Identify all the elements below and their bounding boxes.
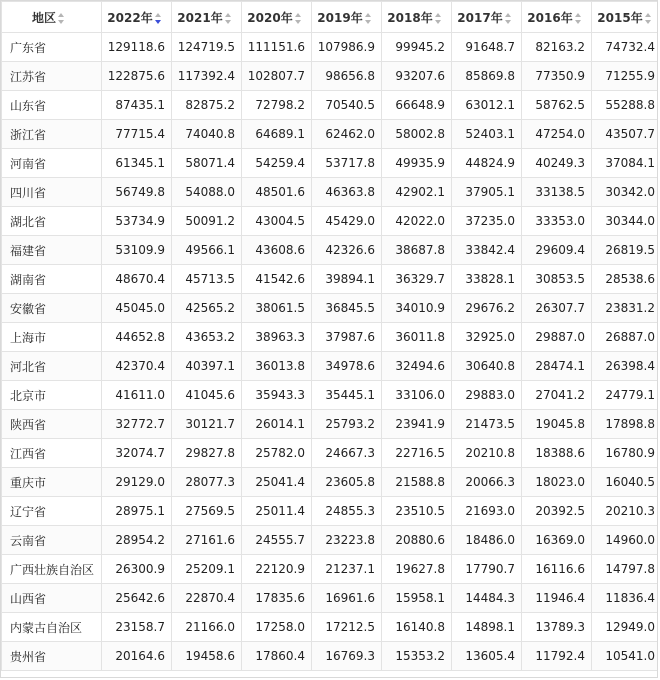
region-cell: 辽宁省 <box>2 497 102 526</box>
gdp-value-cell: 30121.7 <box>172 410 242 439</box>
gdp-value-cell: 30640.8 <box>452 352 522 381</box>
column-header-year[interactable] <box>452 2 522 33</box>
gdp-value-cell: 23941.9 <box>382 410 452 439</box>
region-cell: 广东省 <box>2 33 102 62</box>
gdp-value-cell: 98656.8 <box>312 62 382 91</box>
gdp-value-cell: 49935.9 <box>382 149 452 178</box>
gdp-value-cell: 36329.7 <box>382 265 452 294</box>
region-cell: 上海市 <box>2 323 102 352</box>
sort-arrows-icon[interactable] <box>155 13 162 24</box>
gdp-value-cell: 38963.3 <box>242 323 312 352</box>
gdp-value-cell: 20210.8 <box>452 439 522 468</box>
gdp-value-cell: 70540.5 <box>312 91 382 120</box>
gdp-value-cell: 117392.4 <box>172 62 242 91</box>
gdp-value-cell: 19627.8 <box>382 555 452 584</box>
gdp-value-cell: 16780.9 <box>592 439 659 468</box>
gdp-value-cell: 35445.1 <box>312 381 382 410</box>
gdp-value-cell: 27041.2 <box>522 381 592 410</box>
gdp-value-cell: 33842.4 <box>452 236 522 265</box>
region-cell: 安徽省 <box>2 294 102 323</box>
gdp-value-cell: 124719.5 <box>172 33 242 62</box>
gdp-value-cell: 102807.7 <box>242 62 312 91</box>
gdp-value-cell: 77350.9 <box>522 62 592 91</box>
sort-arrows-icon[interactable] <box>58 13 65 24</box>
sort-arrows-icon[interactable] <box>225 13 232 24</box>
sort-arrows-icon[interactable] <box>365 13 372 24</box>
gdp-value-cell: 17258.0 <box>242 613 312 642</box>
gdp-value-cell: 15353.2 <box>382 642 452 671</box>
region-cell: 山西省 <box>2 584 102 613</box>
gdp-value-cell: 93207.6 <box>382 62 452 91</box>
gdp-value-cell: 55288.8 <box>592 91 659 120</box>
column-header-label: 2017年 <box>457 10 503 25</box>
gdp-value-cell: 45429.0 <box>312 207 382 236</box>
gdp-value-cell: 48501.6 <box>242 178 312 207</box>
gdp-value-cell: 34010.9 <box>382 294 452 323</box>
gdp-value-cell: 25209.1 <box>172 555 242 584</box>
gdp-value-cell: 48670.4 <box>102 265 172 294</box>
gdp-value-cell: 28975.1 <box>102 497 172 526</box>
table-header-row <box>2 2 659 33</box>
gdp-value-cell: 42022.0 <box>382 207 452 236</box>
gdp-value-cell: 46363.8 <box>312 178 382 207</box>
column-header-label: 2015年 <box>597 10 643 25</box>
region-cell: 北京市 <box>2 381 102 410</box>
gdp-value-cell: 21237.1 <box>312 555 382 584</box>
region-cell: 湖北省 <box>2 207 102 236</box>
gdp-value-cell: 122875.6 <box>102 62 172 91</box>
region-cell: 四川省 <box>2 178 102 207</box>
gdp-value-cell: 32074.7 <box>102 439 172 468</box>
gdp-value-cell: 41045.6 <box>172 381 242 410</box>
gdp-value-cell: 26014.1 <box>242 410 312 439</box>
gdp-value-cell: 82875.2 <box>172 91 242 120</box>
gdp-value-cell: 14898.1 <box>452 613 522 642</box>
gdp-value-cell: 37987.6 <box>312 323 382 352</box>
gdp-value-cell: 14797.8 <box>592 555 659 584</box>
gdp-value-cell: 22870.4 <box>172 584 242 613</box>
gdp-value-cell: 54259.4 <box>242 149 312 178</box>
gdp-value-cell: 25782.0 <box>242 439 312 468</box>
gdp-value-cell: 23605.8 <box>312 468 382 497</box>
gdp-value-cell: 27161.6 <box>172 526 242 555</box>
region-cell: 河南省 <box>2 149 102 178</box>
gdp-value-cell: 72798.2 <box>242 91 312 120</box>
gdp-value-cell: 29883.0 <box>452 381 522 410</box>
gdp-value-cell: 17790.7 <box>452 555 522 584</box>
gdp-value-cell: 74732.4 <box>592 33 659 62</box>
gdp-value-cell: 11792.4 <box>522 642 592 671</box>
table-row <box>2 555 659 584</box>
region-cell: 浙江省 <box>2 120 102 149</box>
table-row <box>2 381 659 410</box>
gdp-value-cell: 53734.9 <box>102 207 172 236</box>
region-cell: 江苏省 <box>2 62 102 91</box>
region-cell: 云南省 <box>2 526 102 555</box>
gdp-value-cell: 20210.3 <box>592 497 659 526</box>
gdp-value-cell: 36011.8 <box>382 323 452 352</box>
gdp-value-cell: 30344.0 <box>592 207 659 236</box>
gdp-value-cell: 33828.1 <box>452 265 522 294</box>
region-cell: 贵州省 <box>2 642 102 671</box>
gdp-value-cell: 47254.0 <box>522 120 592 149</box>
table-row <box>2 207 659 236</box>
gdp-value-cell: 91648.7 <box>452 33 522 62</box>
gdp-value-cell: 13605.4 <box>452 642 522 671</box>
column-header-year[interactable] <box>592 2 659 33</box>
gdp-value-cell: 77715.4 <box>102 120 172 149</box>
gdp-value-cell: 87435.1 <box>102 91 172 120</box>
gdp-value-cell: 40397.1 <box>172 352 242 381</box>
gdp-value-cell: 20066.3 <box>452 468 522 497</box>
gdp-value-cell: 16040.5 <box>592 468 659 497</box>
column-header-year[interactable] <box>522 2 592 33</box>
gdp-value-cell: 85869.8 <box>452 62 522 91</box>
gdp-value-cell: 62462.0 <box>312 120 382 149</box>
gdp-value-cell: 38061.5 <box>242 294 312 323</box>
gdp-value-cell: 29827.8 <box>172 439 242 468</box>
gdp-value-cell: 11836.4 <box>592 584 659 613</box>
gdp-value-cell: 43507.7 <box>592 120 659 149</box>
gdp-value-cell: 35943.3 <box>242 381 312 410</box>
gdp-value-cell: 58762.5 <box>522 91 592 120</box>
gdp-value-cell: 32772.7 <box>102 410 172 439</box>
gdp-value-cell: 25642.6 <box>102 584 172 613</box>
column-header-year[interactable] <box>382 2 452 33</box>
gdp-value-cell: 26300.9 <box>102 555 172 584</box>
gdp-value-cell: 53717.8 <box>312 149 382 178</box>
sort-arrows-icon[interactable] <box>645 13 652 24</box>
gdp-value-cell: 33138.5 <box>522 178 592 207</box>
gdp-value-cell: 17212.5 <box>312 613 382 642</box>
gdp-value-cell: 36013.8 <box>242 352 312 381</box>
gdp-value-cell: 37235.0 <box>452 207 522 236</box>
gdp-value-cell: 32494.6 <box>382 352 452 381</box>
gdp-value-cell: 16769.3 <box>312 642 382 671</box>
column-header-year[interactable] <box>172 2 242 33</box>
gdp-value-cell: 42902.1 <box>382 178 452 207</box>
gdp-value-cell: 16369.0 <box>522 526 592 555</box>
gdp-value-cell: 17860.4 <box>242 642 312 671</box>
gdp-value-cell: 26307.7 <box>522 294 592 323</box>
gdp-value-cell: 37905.1 <box>452 178 522 207</box>
gdp-value-cell: 18486.0 <box>452 526 522 555</box>
region-cell: 山东省 <box>2 91 102 120</box>
gdp-value-cell: 22716.5 <box>382 439 452 468</box>
table-row <box>2 33 659 62</box>
table-body <box>2 33 659 671</box>
table-row <box>2 178 659 207</box>
gdp-value-cell: 66648.9 <box>382 91 452 120</box>
gdp-value-cell: 29676.2 <box>452 294 522 323</box>
gdp-value-cell: 28538.6 <box>592 265 659 294</box>
gdp-value-cell: 129118.6 <box>102 33 172 62</box>
table-row <box>2 497 659 526</box>
region-cell: 陕西省 <box>2 410 102 439</box>
column-header-label: 2021年 <box>177 10 223 25</box>
gdp-value-cell: 42326.6 <box>312 236 382 265</box>
gdp-value-cell: 13789.3 <box>522 613 592 642</box>
table-row <box>2 149 659 178</box>
gdp-value-cell: 20392.5 <box>522 497 592 526</box>
gdp-value-cell: 23831.2 <box>592 294 659 323</box>
gdp-value-cell: 14960.0 <box>592 526 659 555</box>
gdp-value-cell: 107986.9 <box>312 33 382 62</box>
sort-arrows-icon[interactable] <box>435 13 442 24</box>
gdp-value-cell: 36845.5 <box>312 294 382 323</box>
gdp-value-cell: 32925.0 <box>452 323 522 352</box>
gdp-value-cell: 26887.0 <box>592 323 659 352</box>
table-row <box>2 584 659 613</box>
table-row <box>2 468 659 497</box>
gdp-value-cell: 22120.9 <box>242 555 312 584</box>
gdp-value-cell: 12949.0 <box>592 613 659 642</box>
column-header-label: 2022年 <box>107 10 153 25</box>
gdp-value-cell: 27569.5 <box>172 497 242 526</box>
gdp-value-cell: 74040.8 <box>172 120 242 149</box>
region-cell: 内蒙古自治区 <box>2 613 102 642</box>
gdp-value-cell: 19045.8 <box>522 410 592 439</box>
gdp-value-cell: 61345.1 <box>102 149 172 178</box>
gdp-value-cell: 24855.3 <box>312 497 382 526</box>
column-header-year[interactable] <box>312 2 382 33</box>
gdp-value-cell: 28474.1 <box>522 352 592 381</box>
gdp-value-cell: 33353.0 <box>522 207 592 236</box>
gdp-value-cell: 15958.1 <box>382 584 452 613</box>
region-cell: 广西壮族自治区 <box>2 555 102 584</box>
gdp-value-cell: 58071.4 <box>172 149 242 178</box>
gdp-value-cell: 11946.4 <box>522 584 592 613</box>
table-row <box>2 439 659 468</box>
gdp-value-cell: 44652.8 <box>102 323 172 352</box>
gdp-value-cell: 24667.3 <box>312 439 382 468</box>
region-cell: 江西省 <box>2 439 102 468</box>
column-header-year[interactable] <box>102 2 172 33</box>
gdp-value-cell: 82163.2 <box>522 33 592 62</box>
gdp-value-cell: 45045.0 <box>102 294 172 323</box>
table-row <box>2 294 659 323</box>
gdp-value-cell: 41611.0 <box>102 381 172 410</box>
column-header-region[interactable] <box>2 2 102 33</box>
sort-arrows-icon[interactable] <box>575 13 582 24</box>
gdp-value-cell: 44824.9 <box>452 149 522 178</box>
gdp-value-cell: 56749.8 <box>102 178 172 207</box>
region-cell: 福建省 <box>2 236 102 265</box>
gdp-value-cell: 29609.4 <box>522 236 592 265</box>
gdp-value-cell: 16140.8 <box>382 613 452 642</box>
gdp-value-cell: 24555.7 <box>242 526 312 555</box>
gdp-value-cell: 24779.1 <box>592 381 659 410</box>
table-row <box>2 265 659 294</box>
column-header-label: 2020年 <box>247 10 293 25</box>
gdp-value-cell: 43608.6 <box>242 236 312 265</box>
gdp-value-cell: 20880.6 <box>382 526 452 555</box>
gdp-value-cell: 53109.9 <box>102 236 172 265</box>
gdp-value-cell: 17898.8 <box>592 410 659 439</box>
gdp-value-cell: 23510.5 <box>382 497 452 526</box>
table-row <box>2 91 659 120</box>
gdp-value-cell: 43004.5 <box>242 207 312 236</box>
gdp-value-cell: 25011.4 <box>242 497 312 526</box>
gdp-value-cell: 21588.8 <box>382 468 452 497</box>
gdp-value-cell: 45713.5 <box>172 265 242 294</box>
gdp-value-cell: 111151.6 <box>242 33 312 62</box>
gdp-value-cell: 33106.0 <box>382 381 452 410</box>
sort-arrows-icon[interactable] <box>295 13 302 24</box>
table-row <box>2 323 659 352</box>
gdp-value-cell: 19458.6 <box>172 642 242 671</box>
gdp-value-cell: 37084.1 <box>592 149 659 178</box>
table-row <box>2 613 659 642</box>
gdp-value-cell: 21693.0 <box>452 497 522 526</box>
gdp-value-cell: 52403.1 <box>452 120 522 149</box>
region-cell: 河北省 <box>2 352 102 381</box>
table-row <box>2 236 659 265</box>
column-header-label: 地区 <box>32 10 57 25</box>
gdp-value-cell: 18023.0 <box>522 468 592 497</box>
gdp-value-cell: 50091.2 <box>172 207 242 236</box>
gdp-value-cell: 23158.7 <box>102 613 172 642</box>
table-row <box>2 352 659 381</box>
gdp-value-cell: 42370.4 <box>102 352 172 381</box>
gdp-value-cell: 41542.6 <box>242 265 312 294</box>
column-header-label: 2018年 <box>387 10 433 25</box>
gdp-value-cell: 43653.2 <box>172 323 242 352</box>
gdp-value-cell: 38687.8 <box>382 236 452 265</box>
gdp-value-cell: 63012.1 <box>452 91 522 120</box>
gdp-value-cell: 20164.6 <box>102 642 172 671</box>
gdp-value-cell: 17835.6 <box>242 584 312 613</box>
gdp-value-cell: 30342.0 <box>592 178 659 207</box>
gdp-value-cell: 30853.5 <box>522 265 592 294</box>
region-cell: 湖南省 <box>2 265 102 294</box>
table-row <box>2 62 659 91</box>
gdp-value-cell: 71255.9 <box>592 62 659 91</box>
column-header-label: 2019年 <box>317 10 363 25</box>
gdp-value-cell: 16961.6 <box>312 584 382 613</box>
gdp-value-cell: 34978.6 <box>312 352 382 381</box>
gdp-value-cell: 10541.0 <box>592 642 659 671</box>
gdp-value-cell: 26398.4 <box>592 352 659 381</box>
table-row <box>2 410 659 439</box>
gdp-value-cell: 28077.3 <box>172 468 242 497</box>
table-row <box>2 642 659 671</box>
gdp-value-cell: 58002.8 <box>382 120 452 149</box>
column-header-year[interactable] <box>242 2 312 33</box>
gdp-value-cell: 18388.6 <box>522 439 592 468</box>
table-row <box>2 526 659 555</box>
gdp-value-cell: 99945.2 <box>382 33 452 62</box>
sort-arrows-icon[interactable] <box>505 13 512 24</box>
gdp-value-cell: 14484.3 <box>452 584 522 613</box>
gdp-value-cell: 26819.5 <box>592 236 659 265</box>
region-cell: 重庆市 <box>2 468 102 497</box>
gdp-value-cell: 54088.0 <box>172 178 242 207</box>
gdp-value-cell: 25793.2 <box>312 410 382 439</box>
table-row <box>2 120 659 149</box>
gdp-value-cell: 42565.2 <box>172 294 242 323</box>
gdp-value-cell: 25041.4 <box>242 468 312 497</box>
gdp-value-cell: 39894.1 <box>312 265 382 294</box>
gdp-value-cell: 29887.0 <box>522 323 592 352</box>
gdp-value-cell: 64689.1 <box>242 120 312 149</box>
gdp-value-cell: 21473.5 <box>452 410 522 439</box>
gdp-value-cell: 29129.0 <box>102 468 172 497</box>
gdp-value-cell: 40249.3 <box>522 149 592 178</box>
gdp-value-cell: 23223.8 <box>312 526 382 555</box>
column-header-label: 2016年 <box>527 10 573 25</box>
gdp-value-cell: 21166.0 <box>172 613 242 642</box>
gdp-value-cell: 49566.1 <box>172 236 242 265</box>
gdp-value-cell: 28954.2 <box>102 526 172 555</box>
gdp-value-cell: 16116.6 <box>522 555 592 584</box>
gdp-table <box>1 1 658 671</box>
